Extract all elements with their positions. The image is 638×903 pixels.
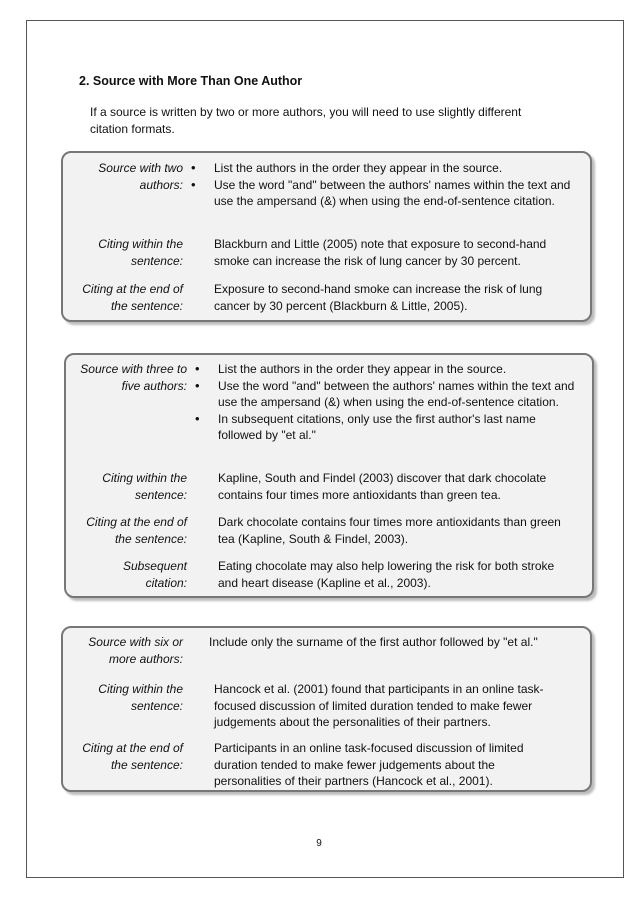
three-to-five-authors-label: Source with three to five authors: [80,362,187,393]
six-or-more-authors-label: Source with six or more authors: [88,635,183,666]
list-item: • List the authors in the order they appear in the source. [193,361,578,378]
three-to-five-subsequent-label: Subsequent citation: [122,559,187,590]
six-or-more-within-label: Citing within the sentence: [98,682,183,713]
three-to-five-within-label: Citing within the sentence: [102,471,187,502]
two-authors-end-text: Exposure to second-hand smoke can increase the risk of lung cancer by 30 percent (Blackburn & Little, 2005). [214,282,543,313]
three-to-five-authors-bullets [193,361,578,444]
list-item: • Use the word "and" between the authors' names within the text and use the ampersand (&) when using the end-of-sentence citation. [193,378,578,411]
six-or-more-within-text: Hancock et al. (2001) found that participants in an online task-focused discussion of limited duration tended to make fewer judgements about the personalities of their partners. [214,682,544,729]
three-to-five-end-text: Dark chocolate contains four times more antioxidants than green tea (Kapline, South & Findel, 2003). [218,515,561,546]
six-or-more-end-text: Participants in an online task-focused discussion of limited duration tended to make fewer judgements about the personalities of their partners (Hancock et al., 2001). [214,741,524,788]
list-item: • Use the word "and" between the authors' names within the text and use the ampersand (&) when using the end-of-sentence citation. [189,177,574,210]
three-to-five-end-label: Citing at the end of the sentence: [86,515,187,546]
two-authors-label: Source with two authors: [98,161,183,192]
three-to-five-within-text: Kapline, South and Findel (2003) discover that dark chocolate contains four times more antioxidants than green tea. [218,471,547,502]
two-authors-within-label: Citing within the sentence: [98,237,183,268]
section-intro: If a source is written by two or more authors, you will need to use slightly different citation formats. [90,105,522,136]
list-item: • List the authors in the order they appear in the source. [189,160,574,177]
section-title: 2. Source with More Than One Author [79,74,303,88]
list-item: • In subsequent citations, only use the first author's last name followed by "et al." [193,411,578,444]
six-or-more-end-label: Citing at the end of the sentence: [82,741,183,772]
two-authors-bullets [189,160,574,210]
two-authors-within-text: Blackburn and Little (2005) note that exposure to second-hand smoke can increase the risk of lung cancer by 30 percent. [214,237,547,268]
two-authors-end-label: Citing at the end of the sentence: [82,282,183,313]
page-number: 9 [316,838,322,849]
six-or-more-authors-text: Include only the surname of the first author followed by "et al." [209,635,538,649]
three-to-five-subsequent-text: Eating chocolate may also help lowering the risk for both stroke and heart disease (Kapline et al., 2003). [218,559,555,590]
